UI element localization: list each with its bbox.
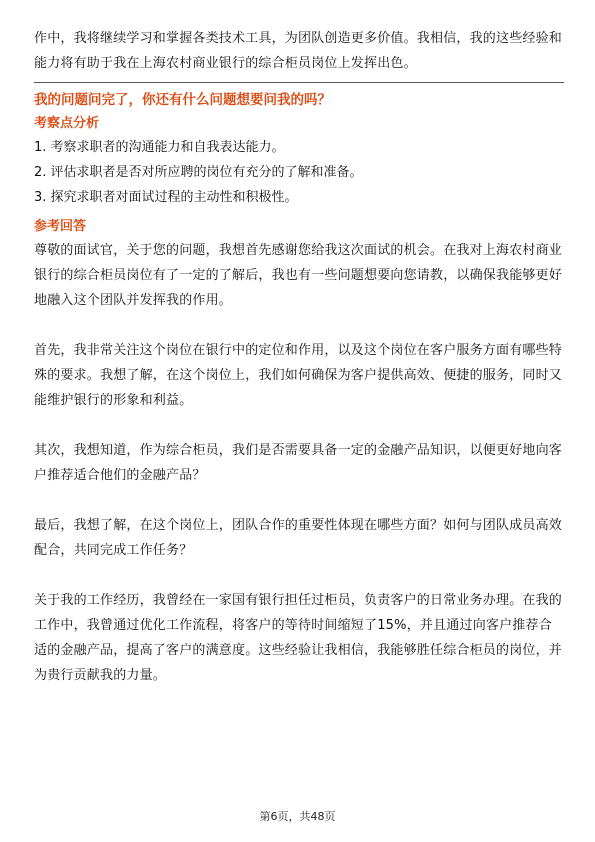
analysis-item: 2. 评估求职者是否对所应聘的岗位有充分的了解和准备。 <box>34 165 363 180</box>
reference-paragraph: 关于我的工作经历，我曾经在一家国有银行担任过柜员，负责客户的日常业务办理。在我的工作中，我曾通过优化工作流程，将客户的等待时间缩短了15%，并且通过向客户推荐合适的金融产品，提高了客户的满意度。这些经验让我相信，我能够胜任综合柜员的岗位，并为贵行贡献我的力量。 <box>34 593 563 683</box>
page-number-footer: 第6页，共48页 <box>259 810 336 823</box>
reference-paragraph: 尊敬的面试官，关于您的问题，我想首先感谢您给我这次面试的机会。在我对上海农村商业银行的综合柜员岗位有了一定的了解后，我也有一些问题想要向您请教，以确保我能够更好地融入这个团队并发挥我的作用。 <box>34 243 563 308</box>
intro-paragraph: 作中，我将继续学习和掌握各类技术工具，为团队创造更多价值。我相信，我的这些经验和能力将有助于我在上海农村商业银行的综合柜员岗位上发挥出色。 <box>34 31 563 71</box>
paragraph-gap <box>34 413 564 438</box>
analysis-title: 考察点分析 <box>34 116 100 131</box>
question-heading: 我的问题问完了，你还有什么问题想要问我的吗？ <box>34 92 331 108</box>
analysis-item: 3. 探究求职者对面试过程的主动性和积极性。 <box>34 190 298 205</box>
reference-paragraph: 最后，我想了解，在这个岗位上，团队合作的重要性体现在哪些方面？如何与团队成员高效配合，共同完成工作任务？ <box>34 518 563 558</box>
paragraph-gap <box>34 313 564 338</box>
section-divider <box>34 82 564 83</box>
paragraph-gap <box>34 563 564 588</box>
paragraph-gap <box>34 488 564 513</box>
document-page <box>34 26 564 688</box>
analysis-item: 1. 考察求职者的沟通能力和自我表达能力。 <box>34 140 285 155</box>
reference-paragraph: 首先，我非常关注这个岗位在银行中的定位和作用，以及这个岗位在客户服务方面有哪些特殊的要求。我想了解，在这个岗位上，我们如何确保为客户提供高效、便捷的服务，同时又能维护银行的形象和利益。 <box>34 343 563 408</box>
reference-paragraph: 其次，我想知道，作为综合柜员，我们是否需要具备一定的金融产品知识，以便更好地向客户推荐适合他们的金融产品？ <box>34 443 563 483</box>
reference-title: 参考回答 <box>34 219 87 234</box>
